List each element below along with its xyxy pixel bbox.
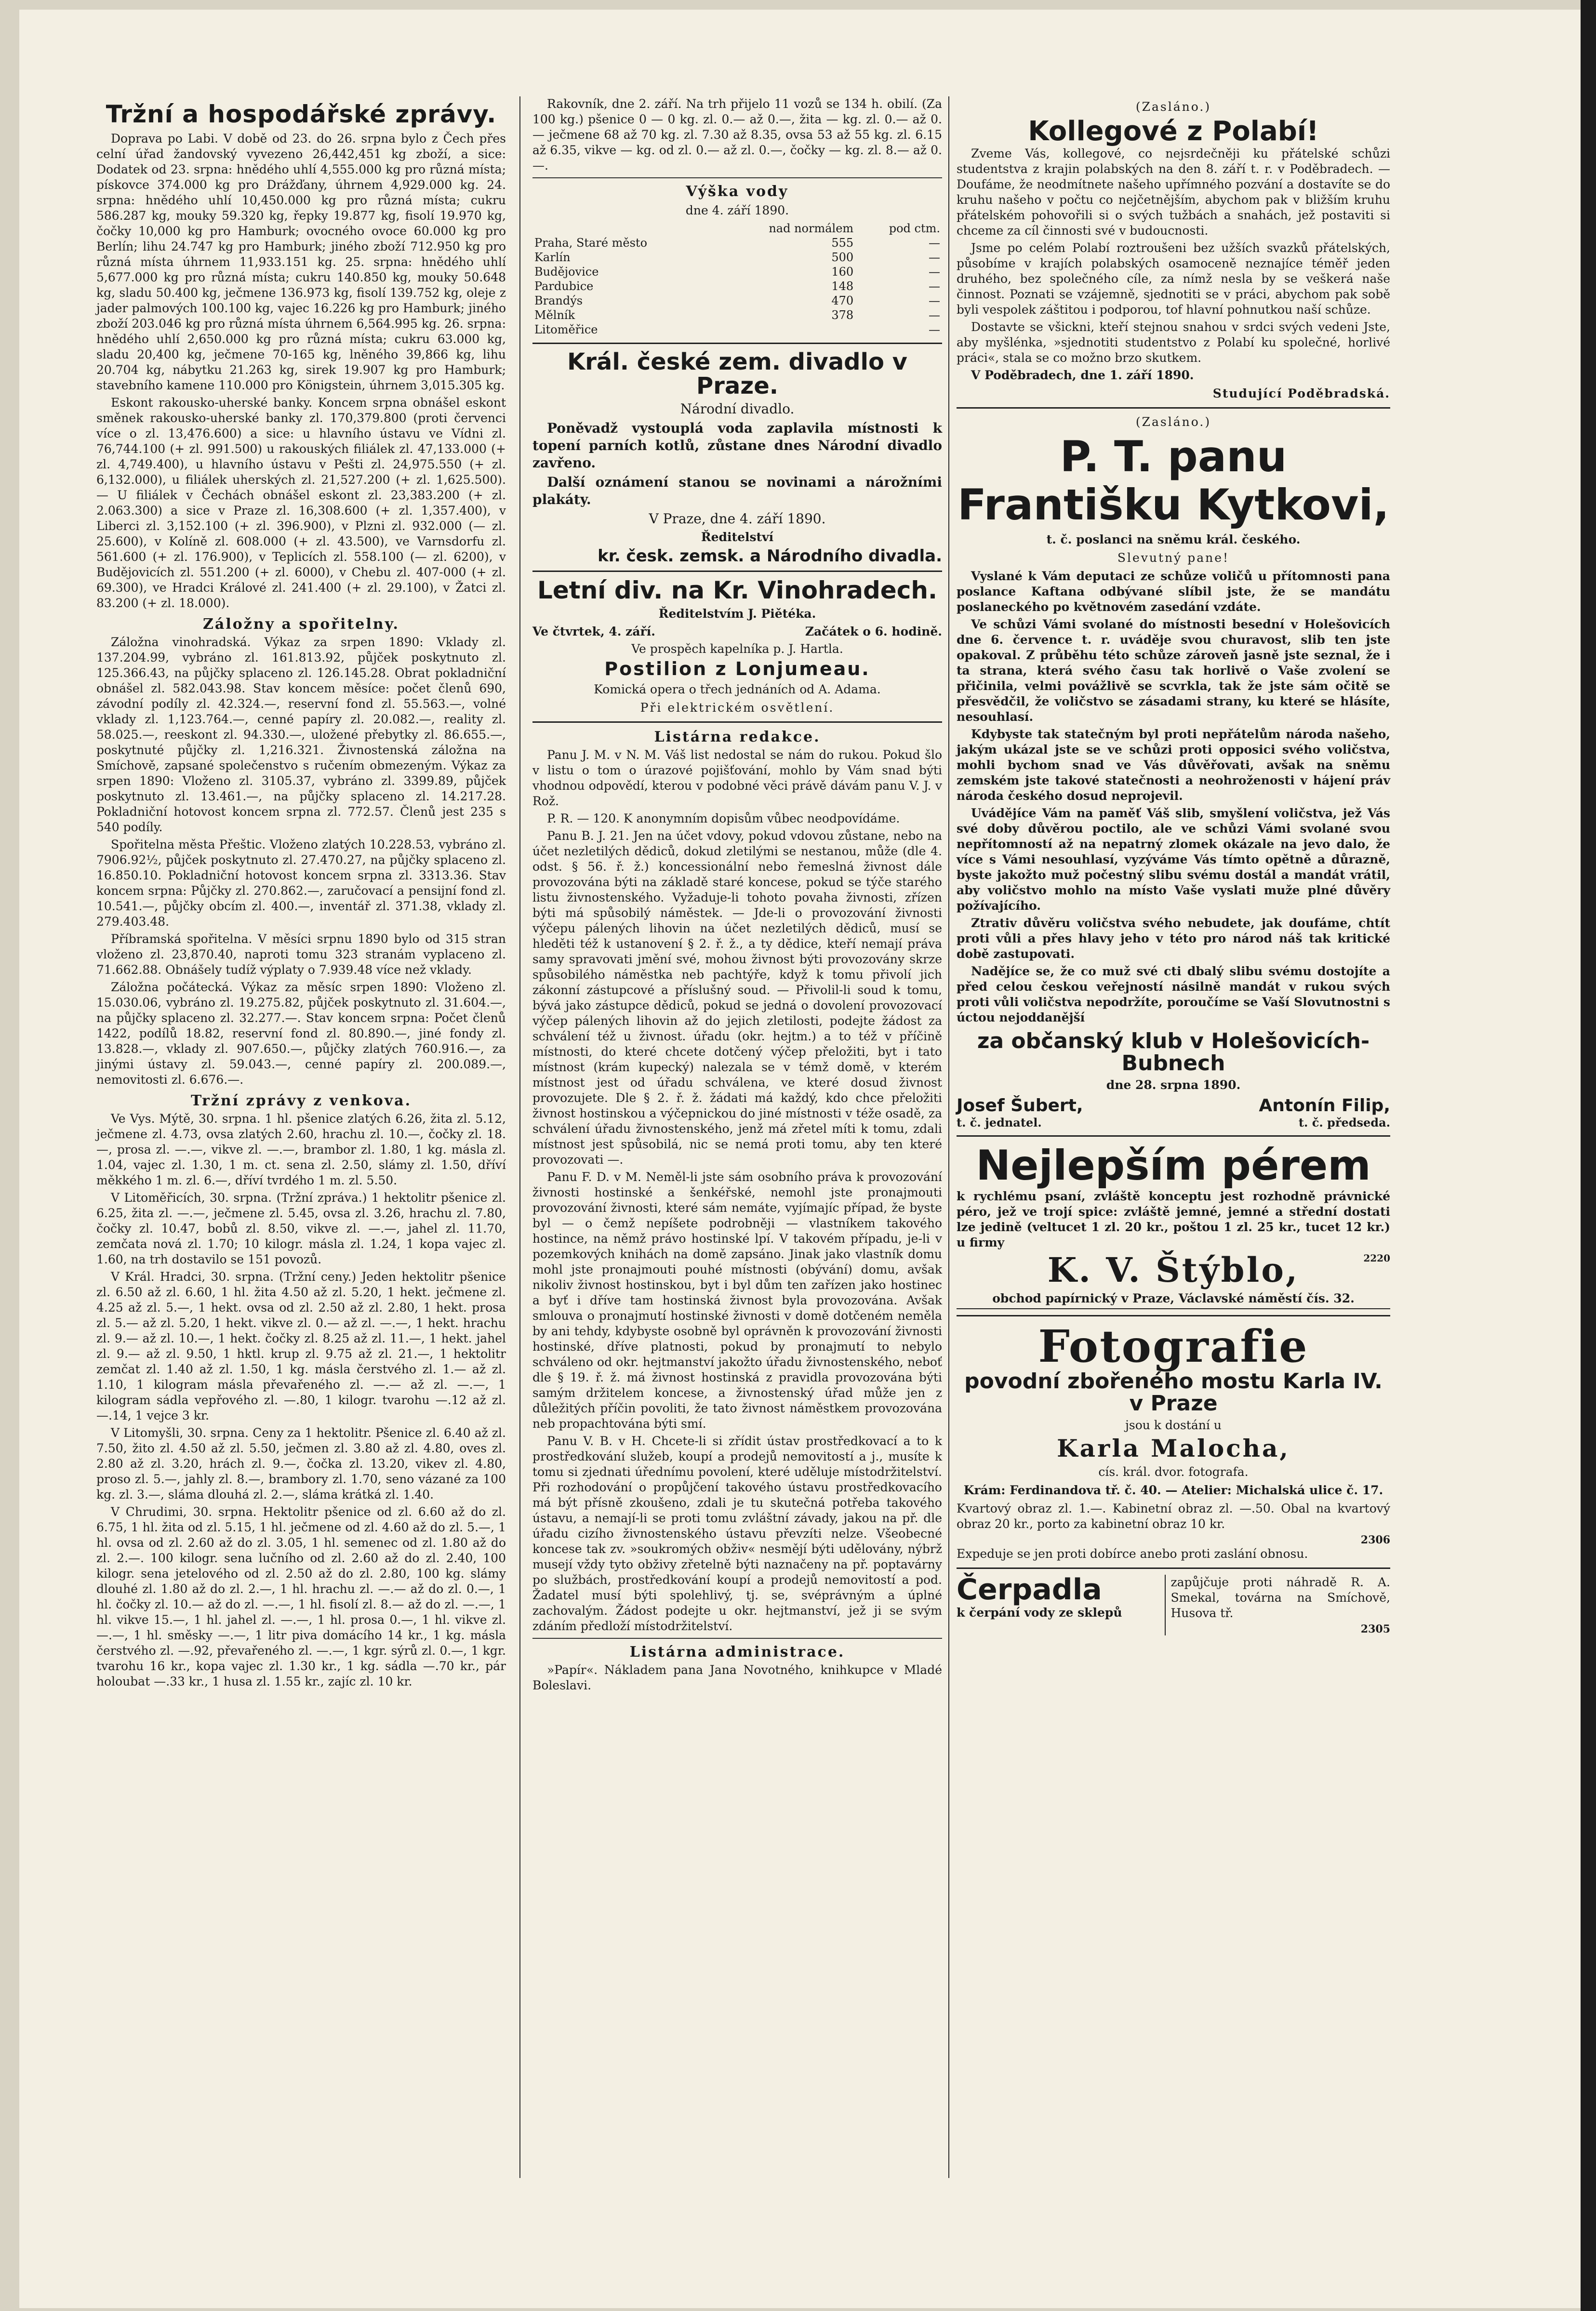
water-title: Výška vody: [686, 183, 789, 200]
photo-prices: Kvartový obraz zl. 1.—. Kabinetní obraz zl. —.50. Obal na kvartový obraz 20 kr., porto za kabinetní obraz 10 kr.: [957, 1501, 1390, 1531]
pump-ad-title: Čerpadla: [957, 1572, 1102, 1607]
open-letter-subtitle: t. č. poslanci na sněmu král. českého.: [1046, 532, 1301, 546]
ad-number: 2305: [1360, 1622, 1390, 1635]
pen-firm-block: [957, 1252, 1390, 1288]
pump-ad-right: [1165, 1575, 1390, 1635]
water-value: 148: [831, 279, 854, 293]
table-row: [532, 308, 942, 322]
pen-firm-name: K. V. Štýblo,: [1047, 1250, 1300, 1290]
role-predseda: t. č. předseda.: [1298, 1116, 1390, 1130]
summer-theatre-schedule: [532, 624, 942, 638]
ad-number: 2306: [1360, 1533, 1390, 1546]
article-paragraph: Zveme Vás, kollegové, co nejsrdečněji ku přátelské schůzi studentstva z krajin polabských na den 8. září t. r. v Poděbradech. — Doufáme, že neodmítnete našeho upřímného pozvání a dostavíte se do kruhu našeho v počtu co nejčetnějším, abychom pak v bližším kruhu přátelském pohovořili si o svých tužbách a snahách, jež postaviti si chceme za cíl činnosti své v budoucnosti.: [957, 146, 1390, 238]
water-neg: —: [929, 279, 940, 293]
performance-time: Začátek o 6. hodině.: [805, 624, 942, 638]
signature-subert: Josef Šubert,: [957, 1096, 1083, 1116]
divider: [532, 177, 942, 178]
performance-benefit: Ve prospěch kapelníka p. J. Hartla.: [631, 641, 843, 656]
divider: [957, 1315, 1390, 1316]
column-market-reports: [96, 96, 506, 1691]
section-title: Tržní a hospodářské zprávy.: [106, 100, 497, 128]
pump-ad-lender: zapůjčuje proti náhradě R. A. Smekal, továrna na Smíchově, Husova tř.: [1170, 1575, 1390, 1620]
table-row: [532, 279, 942, 293]
table-row: [532, 250, 942, 265]
water-place: Praha, Staré město: [534, 236, 648, 250]
water-value: 500: [831, 251, 854, 264]
water-place: Pardubice: [534, 279, 594, 293]
article-paragraph: V Litomyšli, 30. srpna. Ceny za 1 hektolitr. Pšenice zl. 6.40 až zl. 7.50, žito zl. 4.50 až zl. 5.50, ječmen zl. 3.80 až zl. 4.80, oves zl. 2.80 až zl. 3.20, hrách zl. 9.—, čočka zl. 13.20, vikev zl. 4.80, proso zl. 5.—, jahly zl. 8.—, brambory zl. 1.70, seno vázané za 100 kg. zl. 3.—, sláma dlouhá zl. 2.—, sláma krátká zl. 1.40.: [96, 1426, 506, 1501]
performance-day: Ve čtvrtek, 4. září.: [532, 624, 655, 638]
section-heading: Tržní zprávy z venkova.: [190, 1092, 412, 1109]
ad-number: 2220: [1363, 1252, 1390, 1264]
divider: [532, 571, 942, 572]
photographer-role: cís. král. dvor. fotografa.: [1098, 1464, 1249, 1479]
water-header-a: nad normálem: [769, 222, 854, 235]
divider: [957, 407, 1390, 409]
article-paragraph: Ve schůzi Vámi svolané do místnosti besední v Holešovicích dne 6. července t. r. uváděje svou churavost, slib ten jste opakoval. Z průběhu této schůze zároveň jasně jste seznal, že i ta strana, která svého času tak horlivě o Vaše zvolení se přičinila, velmi povážlivě se scvrkla, tak že jste sám očitě se přesvědčil, že voličstvo se zásadami strany, ku které se hlásíte, nesouhlasí.: [957, 617, 1390, 724]
sent-in-label: (Zasláno.): [1135, 414, 1211, 429]
letter-reply: P. R. — 120. K anonymním dopisům vůbec neodpovídáme.: [547, 811, 900, 825]
water-value: 470: [831, 294, 854, 307]
photo-ad-subtitle: povodní zbořeného mostu Karla IV. v Praze: [964, 1368, 1383, 1416]
pen-firm-address: obchod papírnický v Praze, Václavské náměstí čís. 32.: [957, 1291, 1390, 1309]
water-date: dne 4. září 1890.: [685, 203, 789, 217]
column-rule: [948, 96, 949, 2178]
divider: [532, 1638, 942, 1639]
theatre-subtitle: Národní divadlo.: [680, 400, 795, 417]
summer-theatre-title: Letní div. na Kr. Vinohradech.: [537, 576, 937, 605]
letter-reply: Panu F. D. v M. Neměl-li jste sám osobního práva k provozování živnosti hostinské a šenkéřské, nemohl jste pronajmouti provozování živnosti, které sám nemáte, vyjímajíc případ, že byste byl — o čemž nepíšete podrobněji — vlastníkem takového hostince, na němž právo hostinské lpí. V takovém případu, je-li v pozemkových knihách na domě zapsáno. Jinak jako vlastník domu mohl jste pronajmouti pouhé místnosti (obývání) domu, avšak nikoliv živnost hostinskou, byt i byl dům ten zařízen jako hostinec a byť i dříve tam hostinská živnost byla provozována. Avšak smlouva o pronajmutí hostinské živnosti v domě dotčeném neměla by ani tehdy, kdybyste osobně byl oprávněn k provozování živnosti hostinské, dříve platnosti, pokud by pronajmutí to nebylo schváleno od okr. hejtmanství jakožto úřadu živnostenského, neboť dle § 19. ř. ž. má živnost hostinská z pravidla provozována býti samým držitelem koncese, a živnostenský úřad může jen z důležitých příčin povoliti, že tato živnost náměstkem provozována neb propachtována býti smí.: [532, 1169, 942, 1431]
pump-ad-left: [957, 1572, 1159, 1622]
column-announcements: [957, 96, 1390, 1635]
signatures: [957, 1096, 1390, 1116]
sent-in-label: (Zasláno.): [1135, 100, 1211, 114]
article-paragraph: Jsme po celém Polabí roztroušeni bez užších svazků přátelských, působíme v krajích polabských osamoceně neznajíce téměř jeden druhého, bez společného cíle, za nímž nesla by se veškerá naše činnost. Poznati se vzájemně, sjednotiti se v práci, abychom pak sobě byli vespolek záštitou i podporou, tof hlavní pohnutkou naší schůze.: [957, 240, 1390, 317]
article-paragraph: Vyslané k Vám deputaci ze schůze voličů u přítomnosti pana poslance Kaftana odbývané slíbil jste, že se mandátu poslaneckého po květnovém zasedání vzdáte.: [957, 569, 1390, 614]
divider: [532, 343, 942, 344]
signature-roles: [957, 1116, 1390, 1129]
divider: [532, 721, 942, 723]
article-paragraph: Nadějíce se, že co muž své cti dbalý slibu svému dostojíte a před celou českou veřejností násilně mandát v rukou svých proti vůli voličstva nepodržíte, poroučíme se Vaší Slovutnostni s úctou nejoddanější: [957, 964, 1390, 1024]
article-paragraph: Ve Vys. Mýtě, 30. srpna. 1 hl. pšenice zlatých 6.26, žita zl. 5.12, ječmene zl. 4.73, ovsa zlatých 2.60, hrachu zl. 10.—, čočky zl. 18.—, prosa zl. —.—, vikve zl. —.—, brambor zl. 1.80, 1 kg. másla zl. 1.04, vajec zl. 1.30, 1 m. ct. sena zl. 2.50, slámy zl. 1.50, dříví měkkého 1 m. zl. 6.—, dříví tvrdého 1 m. zl. 5.50.: [96, 1112, 506, 1187]
letter-reply: »Papír«. Nákladem pana Jana Novotného, knihkupce v Mladé Boleslavi.: [532, 1662, 942, 1692]
water-value: 160: [831, 265, 854, 279]
performance-description: Komická opera o třech jednáních od A. Adama.: [594, 682, 881, 696]
theatre-date: V Praze, dne 4. září 1890.: [649, 510, 826, 527]
theatre-signature: Ředitelství: [701, 530, 774, 544]
water-value: 378: [831, 308, 854, 322]
article-paragraph: Eskont rakousko-uherské banky. Koncem srpna obnášel eskont směnek rakousko-uherské banky zl. 170,379.800 (proti červenci více o zl. 13,476.600) a sice: u hlavního ústavu ve Vídni zl. 76,744.100 (+ zl. 991.500) u rakouských filiálek zl. 47,133.000 (+ zl. 4,749.400), u hlavního ústavu v Pešti zl. 24,975.550 (+ zl. 6,132.000), u filiálek uherských zl. 21,527.200 (+ zl. 1,625.500). — U filiálek v Čechách obnášel eskont zl. 23,383.200 (+ zl. 2.063.300) a sice v Praze zl. 16,308.600 (+ zl. 1,357.400), v Liberci zl. 3,152.100 (+ zl. 396.900), v Plzni zl. 932.000 (— zl. 25.600), v Kolíně zl. 608.000 (+ zl. 43.500), ve Varnsdorfu zl. 561.600 (+ zl. 176.900), v Teplicích zl. 558.100 (— zl. 6200), v Budějovicích zl. 551.200 (+ zl. 6000), v Chebu zl. 407-000 (+ zl. 69.300), ve Hradci Králové zl. 241.400 (+ zl. 29.100), v Žatci zl. 83.200 (+ zl. 18.000).: [96, 396, 506, 610]
open-letter-title: P. T. panu Františku Kytkovi,: [958, 431, 1389, 530]
water-neg: —: [929, 308, 940, 322]
table-row: [532, 265, 942, 279]
pen-ad-title: Nejlepším pérem: [976, 1142, 1371, 1190]
water-header-b: pod ctm.: [889, 222, 940, 235]
article-paragraph: Spořitelna města Přeštic. Vloženo zlatých 10.228.53, vybráno zl. 7906.92½, půjček poskytnuto zl. 27.470.27, na půjčky splaceno zl. 16.850.10. Pokladniční hotovost koncem srpna zl. 3313.36. Stav koncem srpna: Půjčky zl. 270.862.—, zaručovací a pensijní fond zl. 10.541.—, půjčky obcím zl. 400.—, inventář zl. 371.38, vklady zl. 279.403.48.: [96, 837, 506, 929]
column-rule: [519, 96, 520, 2178]
column-notices: [532, 96, 942, 1695]
signature-filip: Antonín Filip,: [1259, 1096, 1390, 1116]
article-paragraph: Záložna počátecká. Výkaz za měsíc srpen 1890: Vloženo zl. 15.030.06, vybráno zl. 19.275.82, půjček poskytnuto zl. 31.604.—, na půjčky splaceno zl. 32.277.—. Stav koncem srpna: Počet členů 1422, podílů 18.82, reservní fond zl. 80.890.—, jiné fondy zl. 13.828.—, vklady zl. 907.650.—, půjčky zlatých 760.916.—, za jinými ústavy zl. 59.043.—, cenné papíry zl. 200.089.—, nemovitosti zl. 6.676.—.: [96, 980, 506, 1087]
theatre-notice: Poněvadž vystouplá voda zaplavila místnosti k topení parních kotlů, zůstane dnes Národní divadlo zavřeno.: [532, 420, 942, 471]
pen-ad-text: k rychlému psaní, zvláště konceptu jest rozhodně právnické péro, jež ve trojí spice: zvláště jemné, jemné a střední dostati lze jedině (veltucet 1 zl. 20 kr., poštou 1 zl. 25 kr., tucet 12 kr.) u firmy: [957, 1189, 1390, 1250]
section-heading: Záložny a spořitelny.: [202, 616, 399, 633]
photographer-name: Karla Malocha,: [1057, 1434, 1290, 1463]
letter-reply: Panu J. M. v N. M. Váš list nedostal se nám do rukou. Pokud šlo v listu o tom o úrazové pojišťování, mohlo by Vám snad býti vhodnou odpovědí, kterou v podobné věci právě dávám panu V. J. v Rož.: [532, 747, 942, 808]
water-neg: —: [929, 251, 940, 264]
role-jednatel: t. č. jednatel.: [957, 1116, 1042, 1130]
article-paragraph: Ztrativ důvěru voličstva svého nebudete, jak doufáme, chtít proti vůli a přes hlavy jeho v této pro národ náš tak kritické době zastupovati.: [957, 916, 1390, 961]
article-paragraph: Uvádějíce Vám na paměť Váš slib, smyšlení voličstva, jež Vás své doby důvěrou poctilo, ale ve schůzi Vámi svolané svou nepřítomností až na nepatrný zlomek okázale na jevo dalo, že více s Vámi nesouhlasí, vyzýváme Vás tímto opětně a důrazně, byste jakožto muž počestný slibu svému dostál a mandát vrátil, aby voličstvo mohlo na místo Vaše vyslati muže plné důvěry požívajícího.: [957, 806, 1390, 913]
article-paragraph: Záložna vinohradská. Výkaz za srpen 1890: Vklady zl. 137.204.99, vybráno zl. 161.813.92, půjček poskytnuto zl. 125.366.43, na půjčky splaceno zl. 126.145.28. Obrat pokladniční obnášel zl. 582.043.98. Stav koncem měsíce: počet členů 690, závodní podíly zl. 42.324.—, reservní fond zl. 55.563.—, volné vklady zl. 1,123.764.—, cenné papíry zl. 20.082.—, reality zl. 58.025.—, reeskont zl. 94.330.—, uložené přebytky zl. 86.655.—, poskytnuté půjčky zl. 1,216.321. Živnostenská záložna na Smíchově, zapsané společenstvo s ručením obmezeným. Výkaz za srpen 1890: Vloženo zl. 3105.37, vybráno zl. 3399.89, půjček poskytnuto zl. 13.461.—, na půjčky splaceno zl. 14.217.28. Pokladniční hotovost koncem srpna zl. 772.57. Členů jest 235 s 540 podíly.: [96, 635, 506, 834]
water-table: [532, 221, 942, 337]
article-paragraph: V Litoměřicích, 30. srpna. (Tržní zpráva.) 1 hektolitr pšenice zl. 6.25, žita zl. —.—, ječmene zl. 5.45, ovsa zl. 3.26, hrachu zl. 7.80, čočky zl. 10.47, bobů zl. 8.50, vikve zl. —.—, jahel zl. 11.70, zemčata nová zl. 1.70; 10 kilogr. másla zl. 1.24, 1 kopa vajec zl. 1.60, na trh dostavilo se 151 povozů.: [96, 1191, 506, 1266]
photo-ad-title: Fotografie: [1038, 1320, 1309, 1372]
letter-reply: Panu B. J. 21. Jen na účet vdovy, pokud vdovou zůstane, nebo na účet nezletilých dědiců, dokud zletilými se nestanou, může (dle 4. odst. § 56. ř. ž.) koncessionální nebo řemeslná živnost dále provozována býti na základě staré koncese, pokud se týče starého listu živnostenského. Vyžaduje-li tohoto povaha živnosti, zřízen býti má spůsobilý náměstek. — Jde-li o provozování živnosti výčepu pálených lihovin na účet nezletilých dědiců, musí se hleděti též k ustanovení § 2. ř. ž., a ty dědice, kteří nemají práva samy spravovati jmění své, mohou živnost býti provozovány skrze spůsobilého náměstka neb pachtýře, když k tomu přivolí jich zákonní zástupcové a příslušný soud. — Přivolil-li soud k tomu, bývá jako zástupce dědiců, pokud se jedná o dovolení provozovací výčep pálených lihovin až do jejich zletilosti, podejte žádost za schválení též u živnost. úřadu (okr. hejtm.) a to též v příčině místnosti, do které chcete dotčený výčep přeložiti, byt i tato místnost (krám kupecký) nalezala se v témž domě, v kterém místnost jest od úřadu schválena, ve které dosud živnost provozujete. Dle § 2. ř. ž. žádati má každý, kdo chce přeložiti živnost hostinskou a výčepnickou do jiné místnosti v téže osadě, za schválení úřadu živnostenského, jenž má zřetel míti k tomu, zdali místnost jest spůsobilá, nic se nemá proti tomu, aby ten které provozovati —.: [532, 828, 942, 1167]
performance-title: Postilion z Lonjumeau.: [604, 658, 870, 679]
page-edge: [1581, 0, 1596, 2311]
section-heading: Listárna administrace.: [629, 1643, 845, 1660]
water-place: Mělník: [534, 308, 575, 322]
theatre-notice: Další oznámení stanou se novinami a nárožními plakáty.: [532, 474, 942, 507]
letter-reply: Panu V. B. v H. Chcete-li si zřídit ústav prostředkovací a to k prostředkování služeb, koupí a prodejů nemovitostí a j., musíte k tomu si zjednati úřednímu povolení, které uděluje místodržitelství. Při rozhodování o propůjčení takového ústavu prostředkovacího má být přísně zkoušeno, zdali je tu skutečná potřeba takového ústavu, a nemají-li se proti tomu zvláštní závady, jakou na př. dle úřadu cizího živnostenského ústavu převzíti nelze. Všeobecné koncese tak zv. »soukromých obživ« nesmějí býti udělovány, nýbrž musejí vždy tyto obživy zřetelně býti naznačeny na př. poptavárny po službách, prostředkování koupí a prodejů nemovitostí a pod. Žadatel musí býti spolehlivý, tj. se, svéprávným a úplné zachovalým. Žádost podejte u okr. hejtmanství, jež ji se svým zdáním předloží místodržitelství.: [532, 1434, 942, 1633]
theatre-signature-org: kr. česk. zemsk. a Národního divadla.: [598, 546, 942, 566]
article-paragraph: Kdybyste tak statečným byl proti nepřátelům národa našeho, jakým ukázal jste se ve schůzi proti opposici svého voličstva, mohli bychom snad ve Vás důvěřovati, avšak na sněmu zemském jste takové statečnosti a neohroženosti v hájení práv národa českého dosud neprojevil.: [957, 727, 1390, 803]
divider: [957, 1135, 1390, 1137]
photo-ad-available: jsou k dostání u: [1125, 1418, 1222, 1433]
water-neg: —: [929, 265, 940, 279]
article-paragraph: Dostavte se všickni, kteří stejnou snahou v srdci svých vedeni Jste, aby myšlénka, »sjednotiti studentstvo z Polabí ku společné, horlivé práci«, stala se co možno brzo skutkem.: [957, 319, 1390, 365]
article-paragraph: V Chrudimi, 30. srpna. Hektolitr pšenice od zl. 6.60 až do zl. 6.75, 1 hl. žita od zl. 5.15, 1 hl. ječmene od zl. 4.60 až do zl. 5.—, 1 hl. ovsa od zl. 2.60 až do zl. 3.05, 1 hl. semenec od zl. 1.80 až do zl. 2.—. 100 kilogr. sena lučního od zl. 2.60 až do zl. 2.40, 100 kilogr. sena jetelového od zl. 2.50 až do zl. 2.80, 100 kg. slámy dlouhé zl. 1.80 až do zl. 2.—, 1 hl. hrachu zl. —.— až do zl. 0.—, 1 hl. čočky zl. 10.— až do zl. —.—, 1 hl. fisolí zl. 8.— až do zl. —.—, 1 hl. vikve 15.—, 1 hl. jahel zl. —.—, 1 hl. prosa 0.—, 1 hl. vikve zl. —.—, 1 hl. směsky —.—, 1 litr piva domácího 14 kr., 1 kg. másla čerstvého zl. —.92, převařeného zl. —.—, 1 kgr. sýrů zl. 0.—, 1 kgr. tvarohu 16 kr., kopa vajec zl. 1.30 kr., 1 kg. sádla —.70 kr., pár holoubat —.33 kr., 1 husa zl. 1.55 kr., zajíc zl. 10 kr.: [96, 1505, 506, 1688]
signature: Studující Poděbradská.: [1212, 386, 1390, 400]
pump-ad-subtitle: k čerpání vody ze sklepů: [957, 1605, 1122, 1620]
place-date: V Poděbradech, dne 1. září 1890.: [971, 368, 1194, 382]
water-place: Litoměřice: [534, 323, 598, 336]
article-paragraph: V Král. Hradci, 30. srpna. (Tržní ceny.) Jeden hektolitr pšenice zl. 6.50 až zl. 6.60, 1 hl. žita 4.50 až zl. 5.20, 1 hekt. ječmene zl. 4.25 až zl. 5.—, 1 hekt. ovsa od zl. 2.50 až zl. 2.80, 1 hekt. prosa zl. 5.— až zl. 5.20, 1 hekt. vikve zl. 0.— až zl. —.—, 1 hekt. hrachu zl. 9.— až zl. 10.—, 1 hekt. čočky zl. 8.25 až zl. 11.—, 1 hekt. jahel zl. 9.— až zl. 9.50, 1 hktl. krup zl. 9.75 až zl. 21.—, 1 hektolitr zemčat zl. 1.40 až zl. 1.50, 1 kg. másla čerstvého zl. 1.— až zl. 1.10, 1 kilogram másla převařeného zl. —.— až zl. —.—, 1 kilogram sádla vepřového zl. —.80, 1 kilogr. tvarohu —.12 až zl. —.14, 1 vejce 3 kr.: [96, 1270, 506, 1422]
table-row: [532, 236, 942, 250]
water-neg: —: [929, 294, 940, 307]
club-name: za občanský klub v Holešovicích-Bubnech: [977, 1028, 1370, 1076]
divider: [957, 1567, 1390, 1569]
water-place: Karlín: [534, 251, 571, 264]
water-value: 555: [831, 236, 854, 250]
water-neg: —: [929, 236, 940, 250]
article-paragraph: Doprava po Labi. V době od 23. do 26. srpna bylo z Čech přes celní úřad žandovský vyvezeno 26,442,451 kg zboží, a sice: Dodatek od 23. srpna: hnědého uhlí 4,555.000 kg pro různá místa; pískovce 374.000 kg pro Drážďany, úhrnem 4,929.000 kg. 24. srpna: hnědého uhlí 10,450.000 kg pro různá místa; cukru 586.287 kg, mouky 59.320 kg, řepky 19.877 kg, fisolí 19.970 kg, čočky 10,000 kg pro Hamburk; ovocného ovoce 60.000 kg pro Berlín; lihu 24.747 kg pro Hamburk; jiného zboží 712.950 kg pro různá místa úhrnem 11,933.151 kg. 25. srpna: hnědého uhlí 5,677.000 kg pro různá místa; cukru 140.850 kg, mouky 50.648 kg, sladu 50.400 kg, ječmene 136.973 kg, fisolí 139.752 kg, oleje z jader palmových 100.100 kg, vajec 16.226 kg pro Hamburk; jiného zboží 203.046 kg pro různá místa úhrnem 6,564.995 kg. 26. srpna: hnědého uhlí 2,650.000 kg pro různá místa; cukru 63.000 kg, sladu 20,400 kg, ječmene 70-165 kg, lněného 39,866 kg, lihu 20.704 kg, nábytku 21.263 kg, sirek 19.907 kg pro Hamburk; stavebního kamene 110.000 pro Königstein, úhrnem 3,015.305 kg.: [96, 132, 506, 392]
water-value: [716, 322, 855, 337]
table-row: [532, 322, 942, 337]
article-paragraph: Rakovník, dne 2. září. Na trh přijelo 11 vozů se 134 h. obilí. (Za 100 kg.) pšenice 0 — 0 kg. zl. 0.— až 0.—, žita — kg. zl. 0.— až 0.— ječmene 68 až 70 kg. zl. 7.30 až 8.35, ovsa 53 až 55 kg. zl. 6.15 až 6.35, vikve — kg. od zl. 0.— až zl. 0.—, čočky — kg. zl. 8.— až 0.—.: [532, 97, 942, 173]
table-row: [532, 293, 942, 308]
performance-lighting: Při elektrickém osvětlení.: [640, 700, 835, 715]
theatre-title: Král. české zem. divadlo v Praze.: [567, 348, 907, 400]
photo-expedition: Expeduje se jen proti dobírce anebo proti zaslání obnosu.: [957, 1546, 1308, 1561]
club-date: dne 28. srpna 1890.: [1106, 1078, 1241, 1092]
kollegove-title: Kollegové z Polabí!: [1028, 116, 1319, 147]
pump-ad: [957, 1572, 1390, 1635]
water-neg: —: [929, 323, 940, 336]
water-place: Brandýs: [534, 294, 583, 307]
section-heading: Listárna redakce.: [654, 728, 821, 745]
article-paragraph: Příbramská spořitelna. V měsíci srpnu 1890 bylo od 315 stran vloženo zl. 23,870.40, naproti tomu 323 stranám vyplaceno zl. 71.662.88. Obnášely tudíž výplaty o 7.939.48 více než vklady.: [96, 932, 506, 977]
greeting: Slevutný pane!: [1117, 550, 1230, 565]
photographer-address: Krám: Ferdinandova tř. č. 40. — Atelier: Michalská ulice č. 17.: [963, 1483, 1383, 1497]
water-place: Budějovice: [534, 265, 599, 279]
summer-theatre-director: Ředitelstvím J. Piětéka.: [658, 606, 816, 621]
